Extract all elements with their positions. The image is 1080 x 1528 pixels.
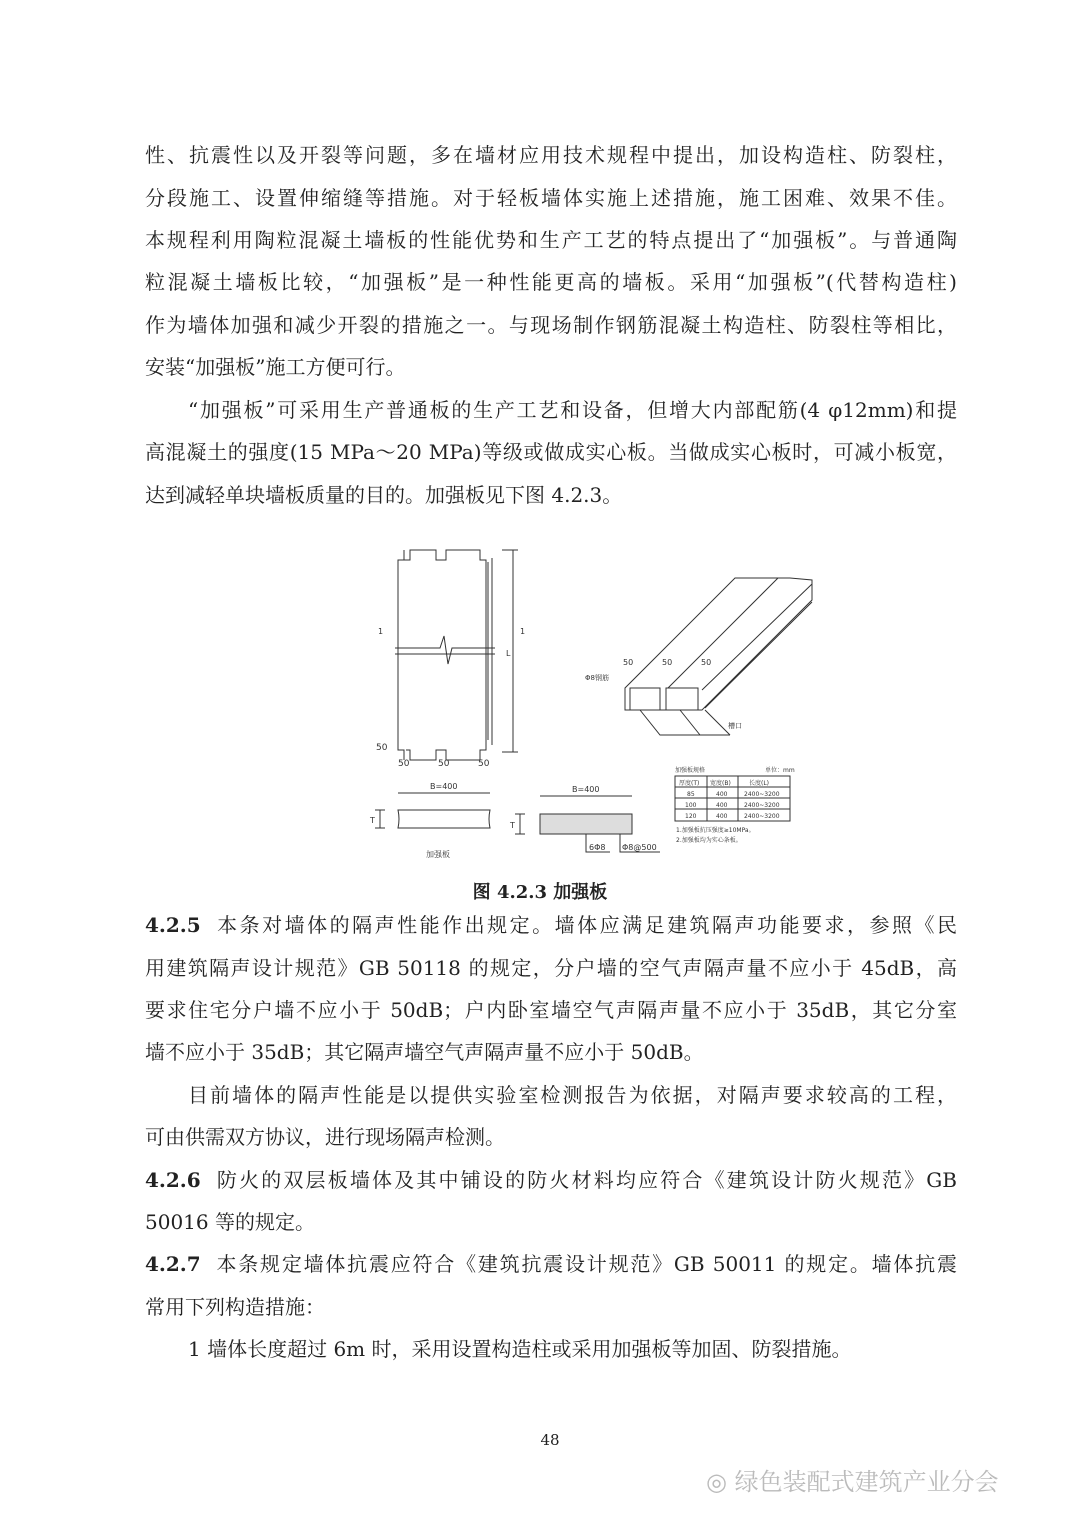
- svg-text:1: 1: [520, 627, 526, 636]
- text-line: [145, 1166, 957, 1194]
- text-line: 要求住宅分户墙不应小于 50dB；户内卧室墙空气声隔声量不应小于 35dB，其它分室: [145, 998, 957, 1022]
- text-line: 高混凝土的强度(15 MPa～20 MPa)等级或做成实心板。当做成实心板时，可减小板宽，: [145, 440, 957, 464]
- svg-text:1.加强板抗压强度≥10MPa。: 1.加强板抗压强度≥10MPa。: [676, 827, 755, 834]
- text-line: 性、抗震性以及开裂等问题，多在墙材应用技术规程中提出，加设构造柱、防裂柱，: [145, 143, 957, 167]
- text-line: 目前墙体的隔声性能是以提供实验室检测报告为依据，对隔声要求较高的工程，: [188, 1083, 957, 1107]
- svg-text:长度(L): 长度(L): [749, 780, 770, 787]
- svg-text:400: 400: [716, 802, 728, 809]
- text-line: 分段施工、设置伸缩缝等措施。对于轻板墙体实施上述措施，施工困难、效果不佳。: [145, 186, 957, 210]
- text-line: 1 墙体长度超过 6m 时，采用设置构造柱或采用加强板等加固、防裂措施。: [188, 1337, 852, 1361]
- text: 本条规定墙体抗震应符合《建筑抗震设计规范》GB 50011 的规定。墙体抗震: [214, 1252, 957, 1276]
- section-number: 4.2.5: [145, 913, 201, 937]
- panel-isometric: [585, 578, 812, 735]
- text-line: 作为墙体加强和减少开裂的措施之一。与现场制作钢筋混凝土构造柱、防裂柱等相比，: [145, 313, 957, 337]
- text-line: 用建筑隔声设计规范》GB 50118 的规定，分户墙的空气声隔声量不应小于 45dB，高: [145, 956, 957, 980]
- svg-text:50: 50: [623, 658, 634, 667]
- text-line: [145, 1250, 957, 1278]
- text: 防火的双层板墙体及其中铺设的防火材料均应符合《建筑设计防火规范》GB: [214, 1168, 957, 1192]
- panel-elevation: [376, 550, 525, 769]
- text-line: 本规程利用陶粒混凝土墙板的性能优势和生产工艺的特点提出了“加强板”。与普通陶: [145, 228, 957, 252]
- svg-text:50: 50: [438, 759, 450, 769]
- svg-text:加强板: 加强板: [426, 850, 450, 859]
- svg-text:6Φ8: 6Φ8: [589, 843, 606, 852]
- svg-text:50: 50: [662, 658, 673, 667]
- text-line: “加强板”可采用生产普通板的生产工艺和设备，但增大内部配筋(4 φ12mm)和提: [188, 398, 957, 422]
- svg-text:1: 1: [378, 627, 384, 636]
- page-number: 48: [540, 1431, 560, 1449]
- svg-text:400: 400: [716, 791, 728, 798]
- svg-text:单位：mm: 单位：mm: [765, 767, 795, 774]
- panel-section-solid: [509, 785, 660, 852]
- svg-text:T: T: [510, 821, 515, 830]
- text-line: 常用下列构造措施：: [145, 1295, 325, 1319]
- svg-text:T: T: [370, 816, 375, 825]
- svg-text:100: 100: [685, 802, 697, 809]
- svg-text:2400~3200: 2400~3200: [744, 791, 780, 798]
- svg-text:50: 50: [701, 658, 712, 667]
- section-number: 4.2.6: [145, 1168, 201, 1192]
- svg-text:2.加强板均为实心条板。: 2.加强板均为实心条板。: [676, 837, 742, 844]
- figure-caption: 图 4.2.3 加强板: [472, 882, 608, 903]
- svg-text:400: 400: [716, 813, 728, 820]
- svg-text:Φ8钢筋: Φ8钢筋: [585, 674, 609, 682]
- svg-text:120: 120: [685, 813, 697, 820]
- svg-text:B=400: B=400: [430, 782, 458, 791]
- text-line: 安装“加强板”施工方便可行。: [145, 355, 406, 379]
- svg-text:L: L: [506, 649, 511, 658]
- svg-text:50: 50: [478, 759, 490, 769]
- svg-text:Φ8@500: Φ8@500: [622, 843, 657, 852]
- spec-table: [675, 766, 795, 844]
- panel-section-hollow: [369, 782, 490, 859]
- svg-text:2400~3200: 2400~3200: [744, 802, 780, 809]
- svg-text:槽口: 槽口: [728, 722, 742, 730]
- wechat-icon: ◎: [706, 1468, 735, 1496]
- text: 本条对墙体的隔声性能作出规定。墙体应满足建筑隔声功能要求，参照《民: [214, 913, 957, 937]
- svg-text:加强板规格: 加强板规格: [675, 767, 706, 774]
- svg-text:85: 85: [687, 791, 695, 798]
- svg-text:宽度(B): 宽度(B): [710, 780, 731, 787]
- text-line: 50016 等的规定。: [145, 1210, 315, 1234]
- text-line: 可由供需双方协议，进行现场隔声检测。: [145, 1125, 505, 1149]
- text-line: 达到减轻单块墙板质量的目的。加强板见下图 4.2.3。: [145, 483, 623, 507]
- figure-reinforced-panel: [360, 540, 820, 870]
- svg-text:B=400: B=400: [572, 785, 600, 794]
- text-line: 墙不应小于 35dB；其它隔声墙空气声隔声量不应小于 50dB。: [145, 1040, 704, 1064]
- watermark: [706, 1462, 999, 1497]
- text-line: [145, 911, 957, 939]
- svg-text:50: 50: [376, 743, 388, 753]
- svg-text:厚度(T): 厚度(T): [679, 780, 700, 787]
- svg-text:50: 50: [398, 759, 410, 769]
- text-line: 粒混凝土墙板比较，“加强板”是一种性能更高的墙板。采用“加强板”(代替构造柱): [145, 270, 957, 294]
- watermark-text: 绿色装配式建筑产业分会: [734, 1468, 999, 1496]
- svg-text:2400~3200: 2400~3200: [744, 813, 780, 820]
- section-number: 4.2.7: [145, 1252, 201, 1276]
